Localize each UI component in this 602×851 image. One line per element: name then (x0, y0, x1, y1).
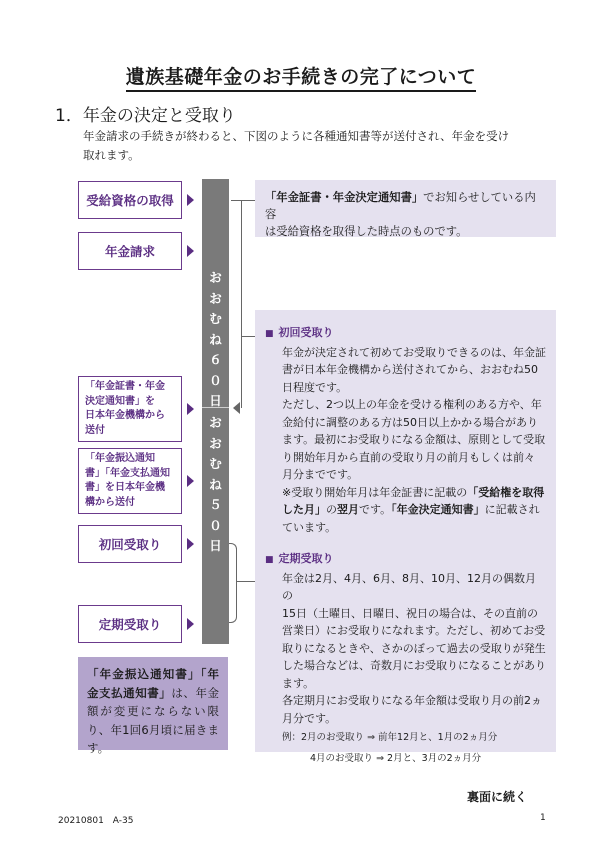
page-title: 遺族基礎年金のお手続きの完了について (0, 62, 602, 89)
arrow-right-icon (187, 475, 194, 487)
section-heading (55, 101, 236, 126)
square-bullet-icon: ■ (265, 329, 274, 339)
bracket-bottom (229, 581, 237, 623)
timeline-bar (202, 179, 229, 644)
step-first-receipt: 初回受取り (78, 525, 182, 563)
continued-on-back: 裏面に続く (467, 790, 528, 804)
connector-line (231, 200, 255, 201)
arrow-right-icon (187, 245, 194, 257)
info-box-receipts (255, 310, 556, 764)
period-label-50-days: お お む ね ５ ０ 日 (209, 415, 222, 553)
step-regular-receipt: 定期受取り (78, 605, 182, 643)
square-bullet-icon: ■ (265, 555, 274, 565)
section-number: 1． (55, 106, 83, 126)
info-box-certificate: 「年金証書・年金決定通知書」でお知らせしている内容 は受給資格を取得した時点のものです。 (255, 180, 556, 237)
document-code: 20210801 A-35 (58, 816, 134, 826)
first-receipt-text: 年金が決定されて初めてお受取りできるのは、年金証 書が日本年金機構から送付されてから、おおむね50 日程度です。 ただし、2つ以上の年金を受ける権利のある方や、年 金給付に調整のある方は50日以上かかる場合があり ます。最初にお受取りになる金額は、原則として受取 り開始年月から直前の受取り月の前月もしくは前々 月分までです。 ※受取り開始年月は年金証書に記載の「受給権を取得 した月」の翌月です。「年金決定通知書」に記載され ています。 (282, 345, 546, 534)
connector-line (241, 200, 242, 408)
regular-receipt-heading: ■ 定期受取り (265, 552, 334, 565)
arrow-right-icon (187, 194, 194, 206)
arrow-left-icon (233, 402, 240, 414)
step-eligibility: 受給資格の取得 (78, 181, 182, 219)
connector-line (237, 581, 255, 582)
arrow-right-icon (187, 403, 194, 415)
example-line: 4月のお受取り ⇒ 2月と、3月の2ヵ月分 (310, 753, 482, 764)
arrow-right-icon (187, 538, 194, 550)
intro-text: 年金請求の手続きが終わると、下図のように各種通知書等が送付され、年金を受け 取れます。 (83, 129, 510, 162)
step-notice-certificate: 「年金証書・年金 決定通知書」を 日本年金機構から 送付 (78, 376, 182, 442)
regular-receipt-text: 年金は2月、4月、6月、8月、10月、12月の偶数月の 15日（土曜日、日曜日、祝日の場合は、その直前の 営業日）にお受取りになれます。ただし、初めてお受 取りになるときや、さかのぼって過去の受取りが発生 した場合などは、奇数月にお受取りになることがあり ます。 各定期月にお受取りになる年金額は受取り月の前2ヵ 月分です。 (282, 571, 546, 725)
connector-line (241, 336, 255, 337)
step-notice-payment: 「年金振込通知 書」「年金支払通知 書」を日本年金機 構から送付 (78, 448, 182, 514)
period-label-60-days: お お む ね ６ ０ 日 (209, 270, 222, 408)
arrow-right-icon (187, 618, 194, 630)
step-claim: 年金請求 (78, 232, 182, 270)
bracket-top (229, 543, 237, 581)
first-receipt-heading: ■ 初回受取り (265, 326, 334, 339)
example-line: 例：2月のお受取り ⇒ 前年12月と、1月の2ヵ月分 (282, 732, 498, 743)
page-number: 1 (540, 813, 546, 823)
section-title: 年金の決定と受取り (82, 106, 236, 126)
info-box-payment-notice: 「年金振込通知書」「年金支払通知書」は、年金額が変更にならない限り、年1回6月頃に届きます。 (78, 657, 228, 750)
